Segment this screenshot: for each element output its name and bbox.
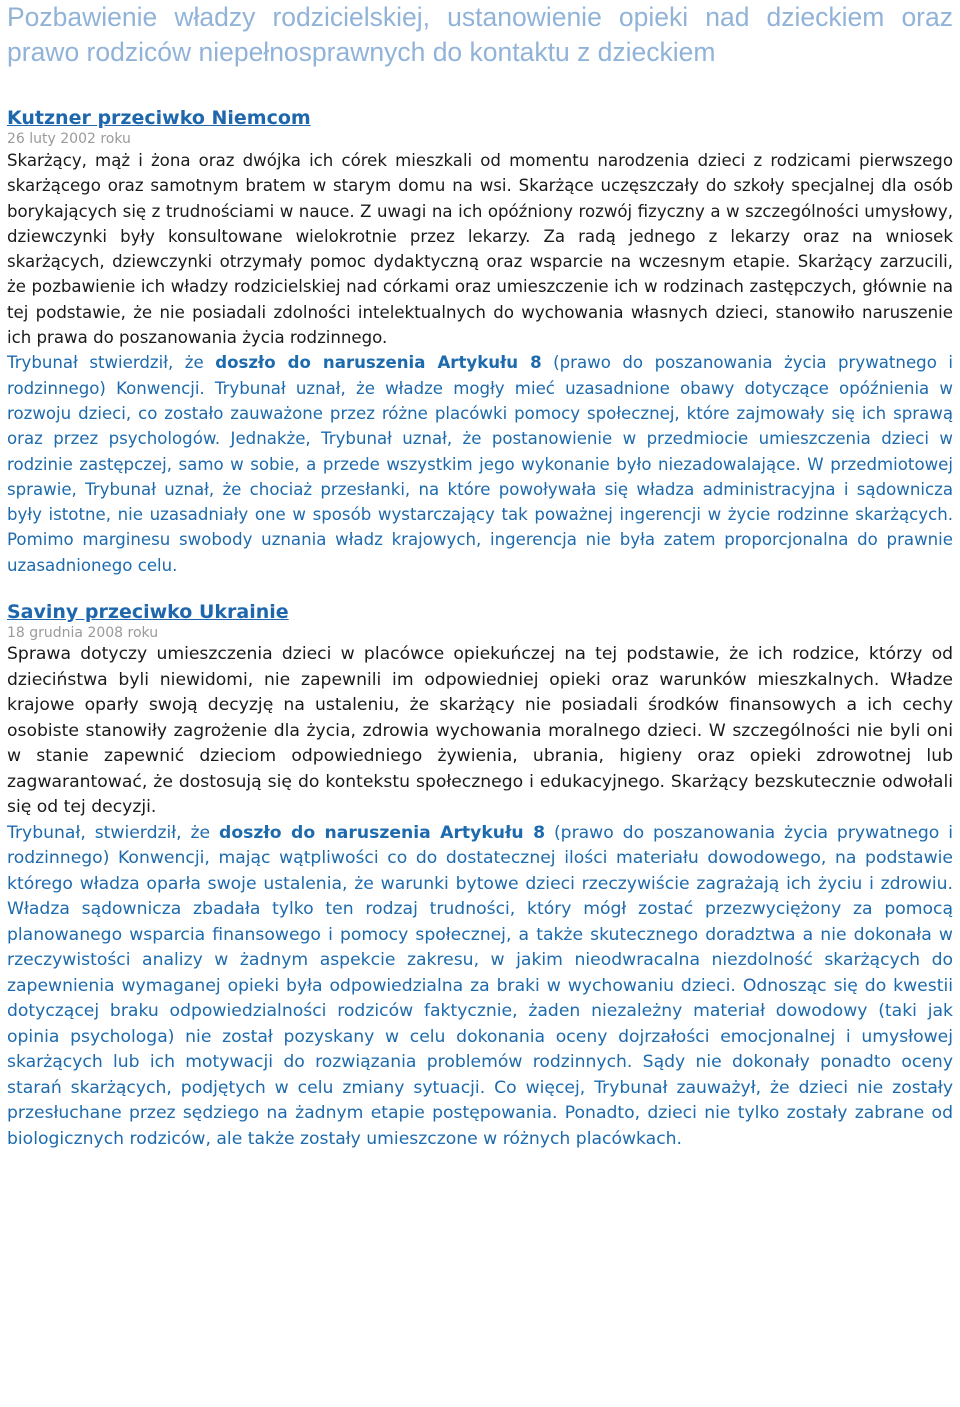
ruling-reasoning: (prawo do poszanowania życia prywatnego i rodzinnego) Konwencji, mając wątpliwości co do dostatecznej ilości materiału dowodowego, na podstawie którego władza oparła swoje ustalenia, że warunki bytowe dzieci rzeczywiście zagrażają ich życiu i zdrowiu. Władza sądownicza zbadała tylko ten rodzaj trudności, który mógł zostać przezwyciężony za pomocą planowanego wsparcia finansowego i pomocy społecznej, a także skutecznego doradztwa a nie dokonała w rzeczywistości analizy w żadnym aspekcie zakresu, w jakim nieodwracalna niezdolność skarżących do zapewnienia wymaganej opieki była odpowiedzialna za braki w wychowaniu dzieci. Odnosząc się do kwestii dotyczącej braku odpowiedzialności rodziców faktycznie, żaden niezależny materiał dowodowy (taki jak opinia psychologa) nie został pozyskany w celu dokonania oceny dojrzałości emocjonalnej i umysłowej skarżących lub ich motywacji do rozwiązania problemów rodzinnych. Sądy nie dokonały ponadto oceny starań skarżących, podjętych w celu zmiany sytuacji. Co więcej, Trybunał zauważył, że dzieci nie zostały przesłuchane przez sędziego na żadnym etapie postępowania. Ponadto, dzieci nie tylko zostały zabrane od biologicznych rodziców, ale także zostały umieszczone w różnych placówkach.: [7, 822, 953, 1149]
case-ruling: [7, 821, 953, 1153]
case-title-link[interactable]: Saviny przeciwko Ukrainie: [7, 601, 289, 624]
ruling-intro: Trybunał, stwierdził, że: [7, 822, 220, 843]
ruling-intro: Trybunał stwierdził, że: [7, 353, 216, 373]
case-date: 18 grudnia 2008 roku: [7, 625, 159, 642]
ruling-reasoning: (prawo do poszanowania życia prywatnego i rodzinnego) Konwencji. Trybunał uznał, że władze mogły mieć uzasadnione obawy dotyczące opóźnienia w rozwoju dzieci, co zostało zauważone przez różne placówki pomocy społecznej, które zajmowały się ich sprawą oraz przez psychologów. Jednakże, Trybunał uznał, że postanowienie w przedmiocie umieszczenia dzieci w rodzinie zastępczej, samo w sobie, a przede wszystkim jego wykonanie było niezadowalające. W przedmiotowej sprawie, Trybunał uznał, że chociaż przesłanki, na które powoływała się władza administracyjna i sądownicza były istotne, nie uzasadniały one w sposób wystarczający tak poważnej ingerencji w życie rodzinne skarżących. Pomimo marginesu swobody uznania władz krajowych, ingerencja nie była zatem proporcjonalna do prawnie uzasadnionego celu.: [7, 353, 953, 575]
ruling-violation: doszło do naruszenia Artykułu 8: [219, 822, 546, 843]
page-title: Pozbawienie władzy rodzicielskiej, ustanowienie opieki nad dzieckiem oraz prawo rodziców niepełnosprawnych do kontaktu z dzieckiem: [7, 2, 953, 67]
case-ruling: [7, 350, 953, 578]
ruling-violation: doszło do naruszenia Artykułu 8: [215, 353, 542, 373]
case-date: 26 luty 2002 roku: [7, 131, 131, 147]
case-facts: Sprawa dotyczy umieszczenia dzieci w placówce opiekuńczej na tej podstawie, że ich rodzice, którzy od dzieciństwa byli niewidomi, nie zapewnili im odpowiedniej opieki oraz warunków mieszkalnych. Władze krajowe oparły swoją decyzję na ustaleniu, że skarżący nie posiadali środków finansowych a ich cechy osobiste stanowiły zagrożenie dla życia, zdrowia wychowania moralnego dzieci. W szczególności nie byli oni w stanie zapewnić dzieciom odpowiedniego żywienia, ubrania, higieny oraz opieki zdrowotnej lub zagwarantować, że dostosują się do kontekstu społecznego i edukacyjnego. Skarżący bezskutecznie odwołali się od tej decyzji.: [7, 644, 953, 818]
case-facts: Skarżący, mąż i żona oraz dwójka ich córek mieszkali od momentu narodzenia dzieci z rodzicami pierwszego skarżącego oraz samotnym bratem w starym domu na wsi. Skarżące uczęszczały do szkoły specjalnej dla osób borykających się z trudnościami w nauce. Z uwagi na ich opóźniony rozwój fizyczny a w szczególności umysłowy, dziewczynki były konsultowane wielokrotnie przez lekarzy. Za radą jednego z lekarzy oraz na wniosek skarżących, dziewczynki otrzymały pomoc dydaktyczną oraz wsparcie na wczesnym etapie. Skarżący zarzucili, że pozbawienie ich władzy rodzicielskiej nad córkami oraz umieszczenie ich w rodzinach zastępczych, głównie na tej podstawie, że nie posiadali zdolności intelektualnych do wychowania własnych dzieci, stanowiło naruszenie ich prawa do poszanowania życia rodzinnego.: [7, 151, 953, 348]
case-saviny: [7, 600, 953, 1152]
case-kutzner: [7, 106, 953, 578]
case-title-link[interactable]: Kutzner przeciwko Niemcom: [7, 107, 311, 129]
